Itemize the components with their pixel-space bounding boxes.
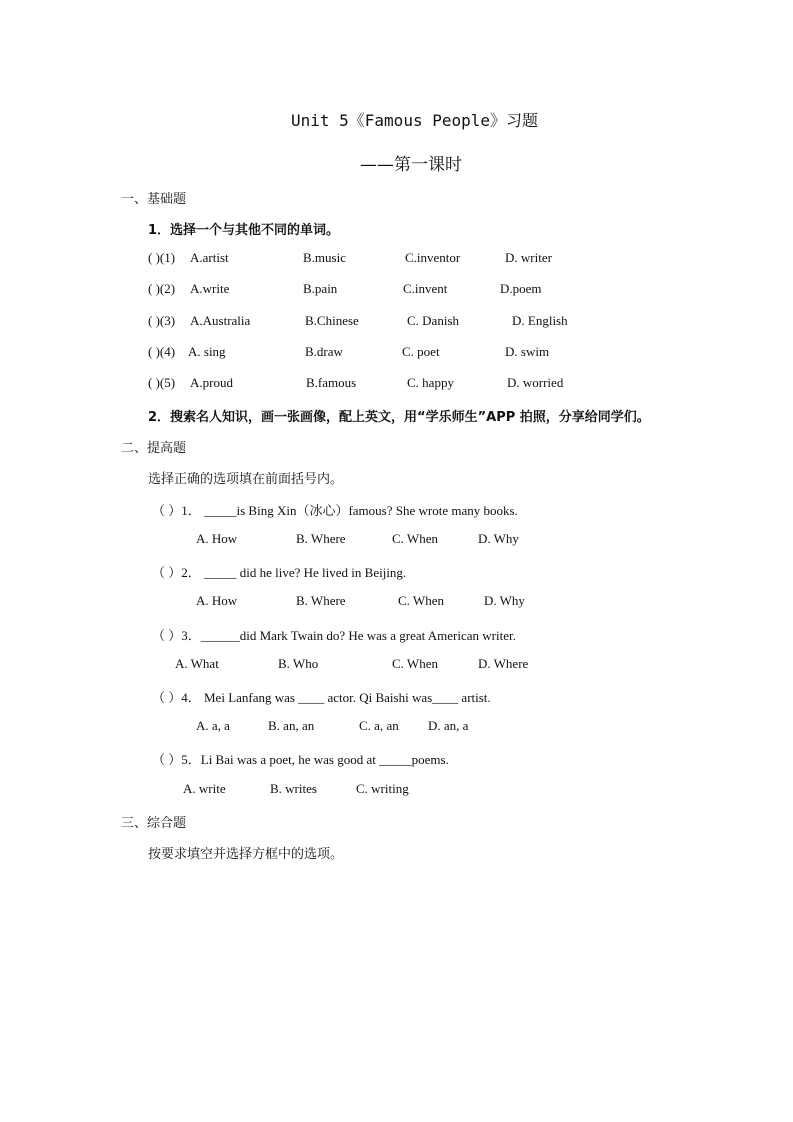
- question-2-options: [196, 593, 596, 613]
- option-a: A. What: [175, 656, 219, 671]
- item-number: ( )(1): [148, 250, 176, 265]
- section-3-instruction: 按要求填空并选择方框中的选项。: [148, 847, 344, 862]
- option-a: A. sing: [188, 344, 226, 359]
- page-title: Unit 5《Famous People》习题: [290, 111, 539, 130]
- option-b: B. Where: [296, 531, 346, 546]
- option-b: B.draw: [305, 344, 343, 359]
- option-a: A.artist: [190, 250, 229, 265]
- option-a: A.write: [190, 281, 230, 296]
- question-1: （ ）1． _____is Bing Xin（冰心）famous? She wrote many books.: [152, 503, 518, 518]
- option-b: B.Chinese: [305, 313, 359, 328]
- option-a: A.proud: [190, 375, 233, 390]
- option-b: B. an, an: [268, 718, 315, 733]
- question-3-options: [175, 656, 595, 676]
- option-c: C. When: [392, 656, 438, 671]
- option-d: D. Why: [484, 593, 525, 608]
- section-2-instruction: 选择正确的选项填在前面括号内。: [148, 472, 344, 487]
- option-b: B.music: [303, 250, 346, 265]
- option-b: B.famous: [306, 375, 357, 390]
- question-5: （ ）5．Li Bai was a poet, he was good at _____poems.: [152, 752, 449, 767]
- option-c: C.inventor: [405, 250, 461, 265]
- option-d: D.poem: [500, 281, 542, 296]
- option-b: B.pain: [303, 281, 338, 296]
- question-4-options: [196, 718, 596, 738]
- task-2-instruction: 2．搜索名人知识，画一张画像，配上英文，用“学乐师生”APP 拍照，分享给同学们。: [148, 410, 650, 425]
- choice-row-3: [148, 313, 708, 333]
- choice-row-1: [148, 250, 708, 270]
- page-subtitle: ——第一课时: [360, 155, 462, 175]
- option-c: C. happy: [407, 375, 454, 390]
- item-number: ( )(5): [148, 375, 176, 390]
- option-c: C. When: [392, 531, 438, 546]
- option-d: D. swim: [505, 344, 550, 359]
- option-b: B. writes: [270, 781, 317, 796]
- option-a: A. write: [183, 781, 226, 796]
- option-b: B. Who: [278, 656, 319, 671]
- option-c: C. poet: [402, 344, 440, 359]
- option-a: A. How: [196, 531, 238, 546]
- option-d: D. worried: [507, 375, 564, 390]
- question-1-options: [196, 531, 596, 551]
- question-2: （ ）2． _____ did he live? He lived in Beijing.: [152, 565, 407, 580]
- question-4: （ ）4． Mei Lanfang was ____ actor. Qi Baishi was____ artist.: [152, 690, 491, 705]
- option-a: A. How: [196, 593, 238, 608]
- option-a: A. a, a: [196, 718, 230, 733]
- option-d: D. Why: [478, 531, 519, 546]
- item-number: ( )(2): [148, 281, 176, 296]
- choice-row-2: [148, 281, 708, 301]
- choice-row-4: [148, 344, 708, 364]
- option-d: D. Where: [478, 656, 529, 671]
- item-number: ( )(4): [148, 344, 176, 359]
- section-heading-comprehensive: 三、综合题: [121, 816, 187, 831]
- task-1-instruction: 1．选择一个与其他不同的单词。: [148, 223, 340, 238]
- option-c: C. When: [398, 593, 444, 608]
- option-d: D. writer: [505, 250, 552, 265]
- option-d: D. an, a: [428, 718, 469, 733]
- option-c: C. a, an: [359, 718, 399, 733]
- option-b: B. Where: [296, 593, 346, 608]
- option-c: C. Danish: [407, 313, 459, 328]
- section-heading-advanced: 二、提高题: [121, 441, 187, 456]
- option-c: C.invent: [403, 281, 448, 296]
- option-a: A.Australia: [190, 313, 251, 328]
- item-number: ( )(3): [148, 313, 176, 328]
- question-5-options: [183, 781, 583, 801]
- section-heading-basic: 一、基础题: [121, 192, 187, 207]
- option-d: D. English: [512, 313, 568, 328]
- choice-row-5: [148, 375, 708, 395]
- question-3: （ ）3．______did Mark Twain do? He was a great American writer.: [152, 628, 516, 643]
- option-c: C. writing: [356, 781, 409, 796]
